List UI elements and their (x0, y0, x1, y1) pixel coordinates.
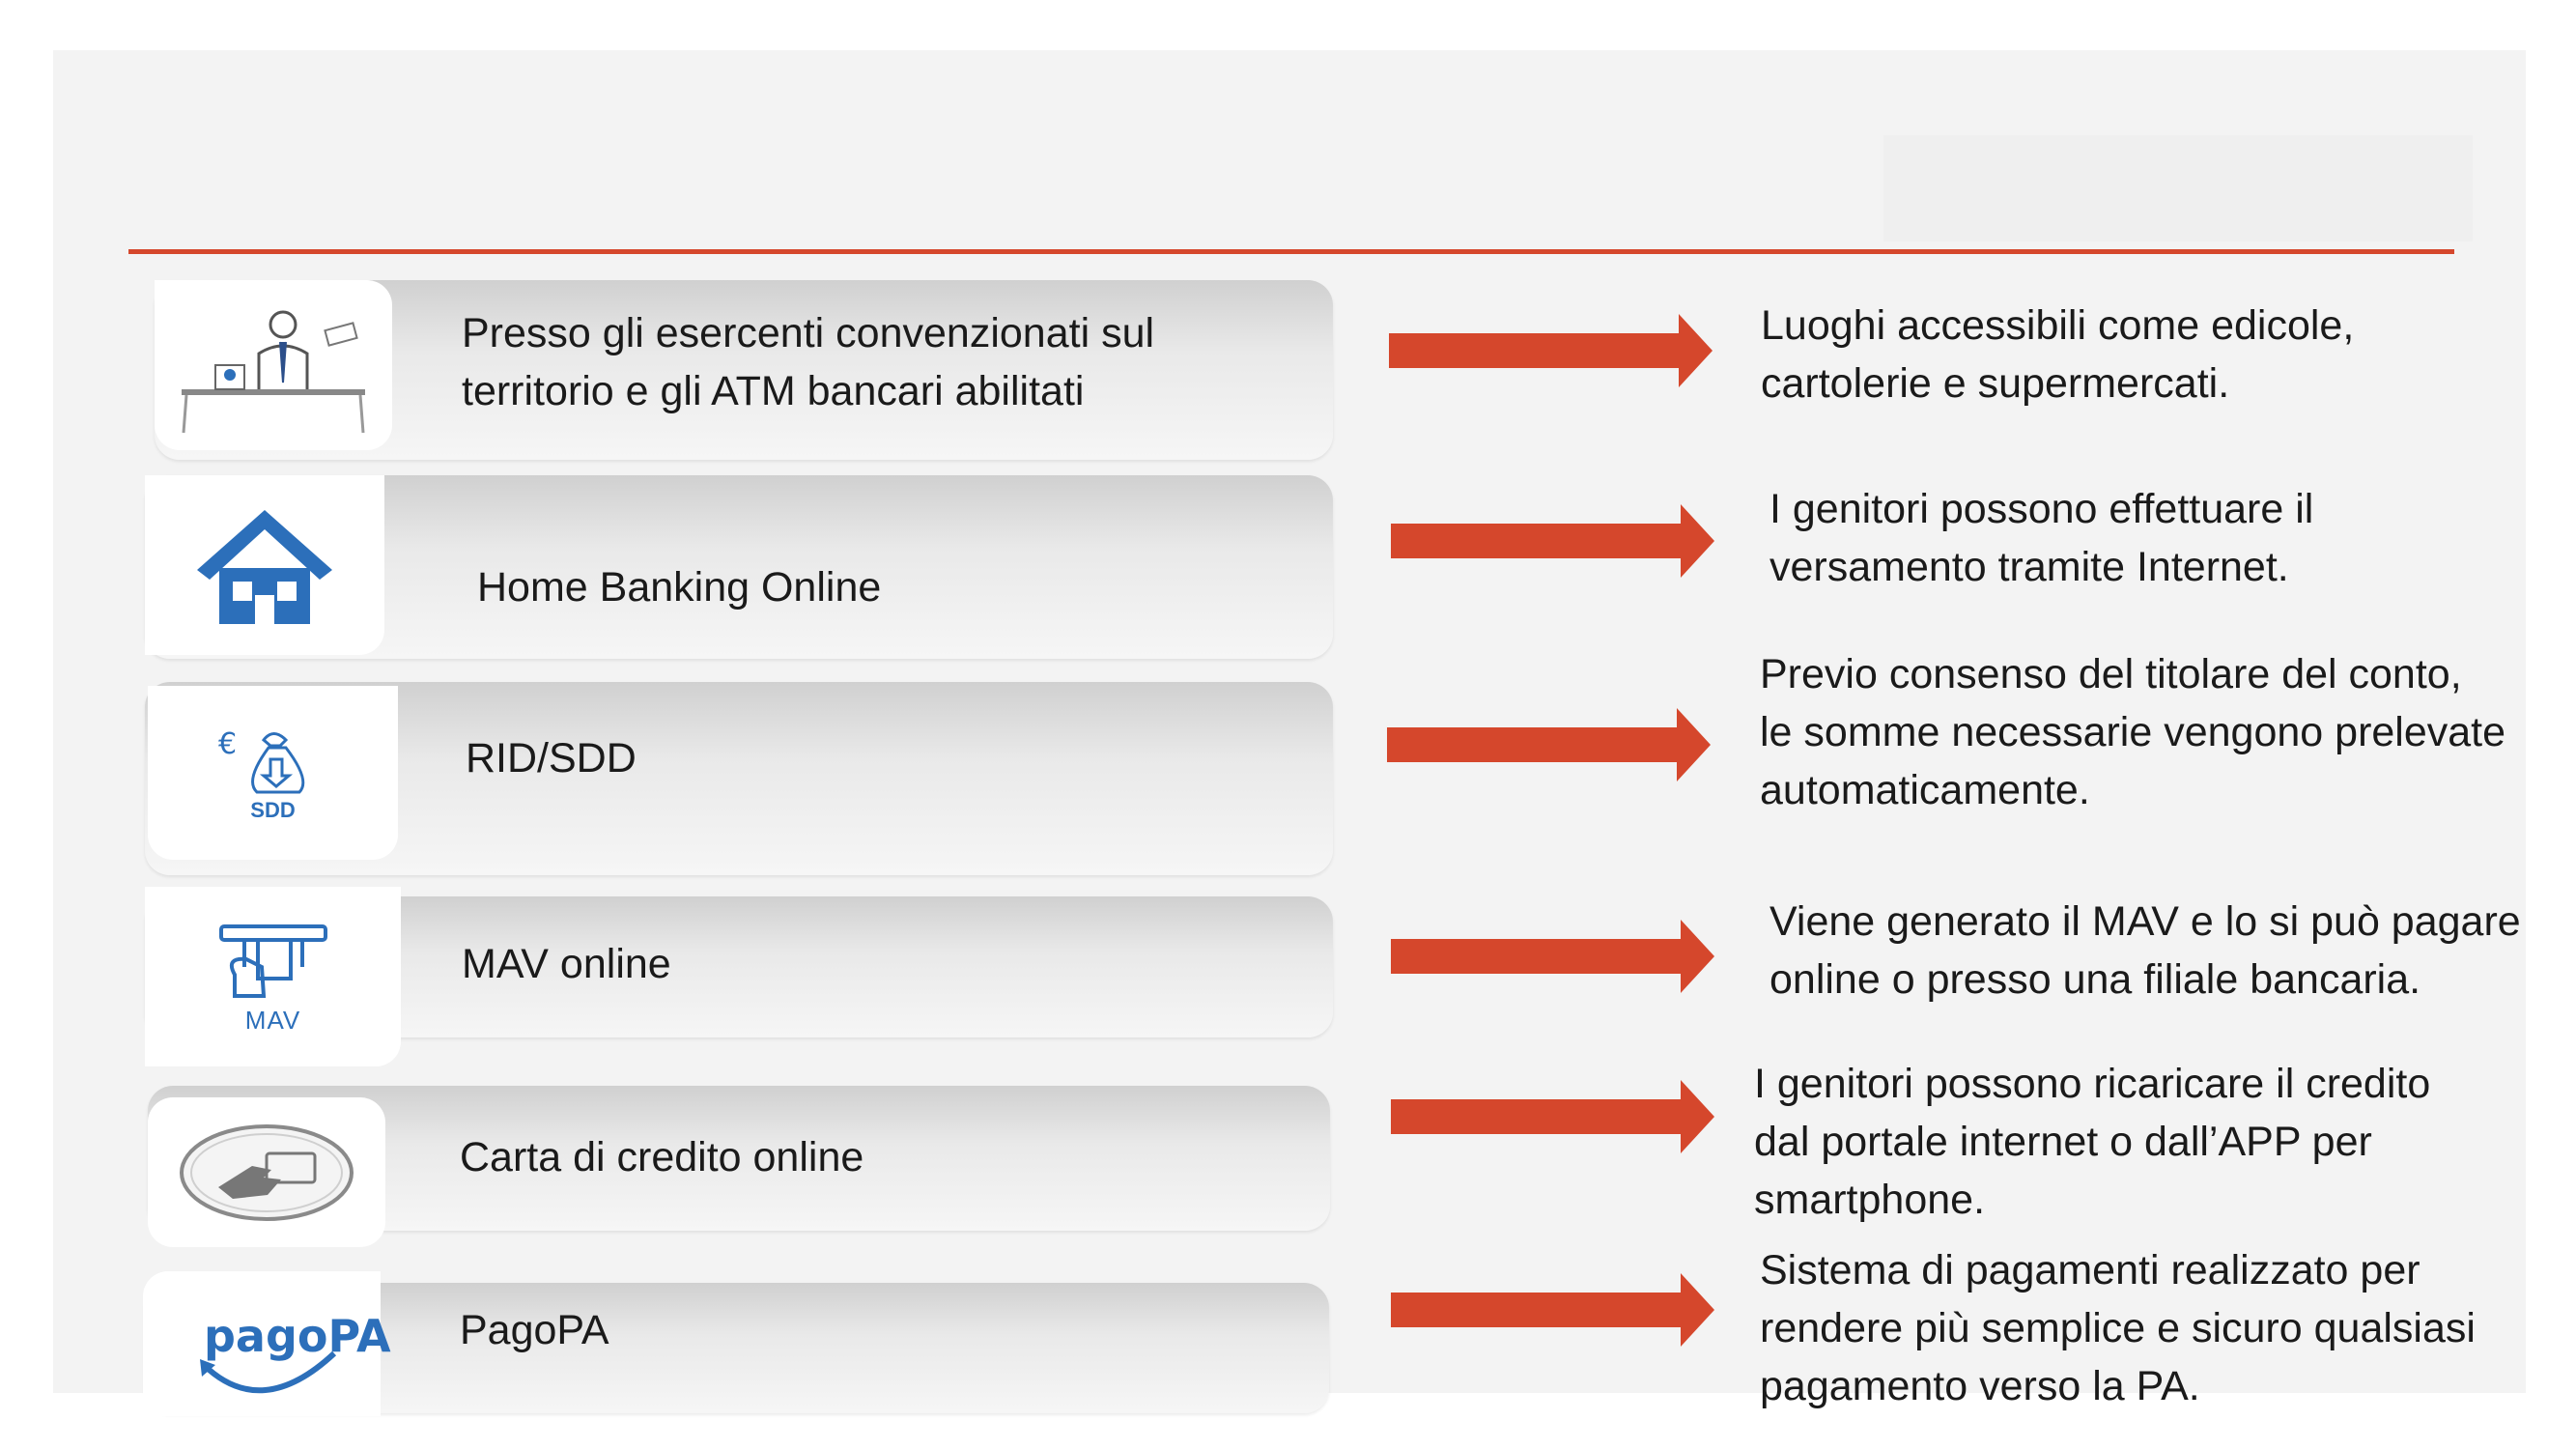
row-description: Sistema di pagamenti realizzato per rendere più semplice e sicuro qualsiasi pagamento verso la PA. (1760, 1247, 2476, 1409)
row-description: Viene generato il MAV e lo si può pagare online o presso una filiale bancaria. (1769, 898, 2521, 1003)
row-description: I genitori possono effettuare il versamento tramite Internet. (1769, 486, 2314, 590)
house-icon (145, 475, 384, 655)
pagopa-logo-icon (143, 1271, 391, 1416)
row-description: Previo consenso del titolare del conto, le somme necessarie vengono prelevate automaticamente. (1760, 651, 2506, 813)
arrow-right-icon (1391, 1080, 1719, 1153)
row-label: PagoPA (460, 1307, 609, 1353)
row-label: Carta di credito online (460, 1134, 864, 1180)
header-placeholder-box (1883, 135, 2473, 242)
mav-atm-icon (145, 887, 401, 1066)
row-label: MAV online (462, 941, 671, 987)
arrow-right-icon (1391, 1273, 1719, 1347)
credit-card-hand-icon (148, 1097, 385, 1247)
arrow-right-icon (1389, 314, 1717, 387)
row-label: RID/SDD (466, 735, 637, 781)
svg-text:€: € (217, 727, 237, 761)
sdd-money-bag-icon (148, 686, 398, 860)
row-description: Luoghi accessibili come edicole, cartolerie e supermercati. (1761, 302, 2355, 407)
shop-clerk-icon (155, 280, 392, 450)
row-label: Home Banking Online (477, 564, 882, 611)
header-divider (128, 249, 2454, 254)
row-label: Presso gli esercenti convenzionati sul territorio e gli ATM bancari abilitati (462, 310, 1155, 414)
arrow-right-icon (1391, 920, 1719, 993)
arrow-right-icon (1387, 708, 1715, 781)
arrow-right-icon (1391, 504, 1719, 578)
mav-icon-text: MAV (244, 1005, 301, 1035)
pagopa-logo-text: pagoPA (204, 1310, 391, 1362)
sdd-icon-text: SDD (250, 798, 296, 822)
row-description: I genitori possono ricaricare il credito dal portale internet o dall’APP per smartphone. (1754, 1061, 2431, 1223)
